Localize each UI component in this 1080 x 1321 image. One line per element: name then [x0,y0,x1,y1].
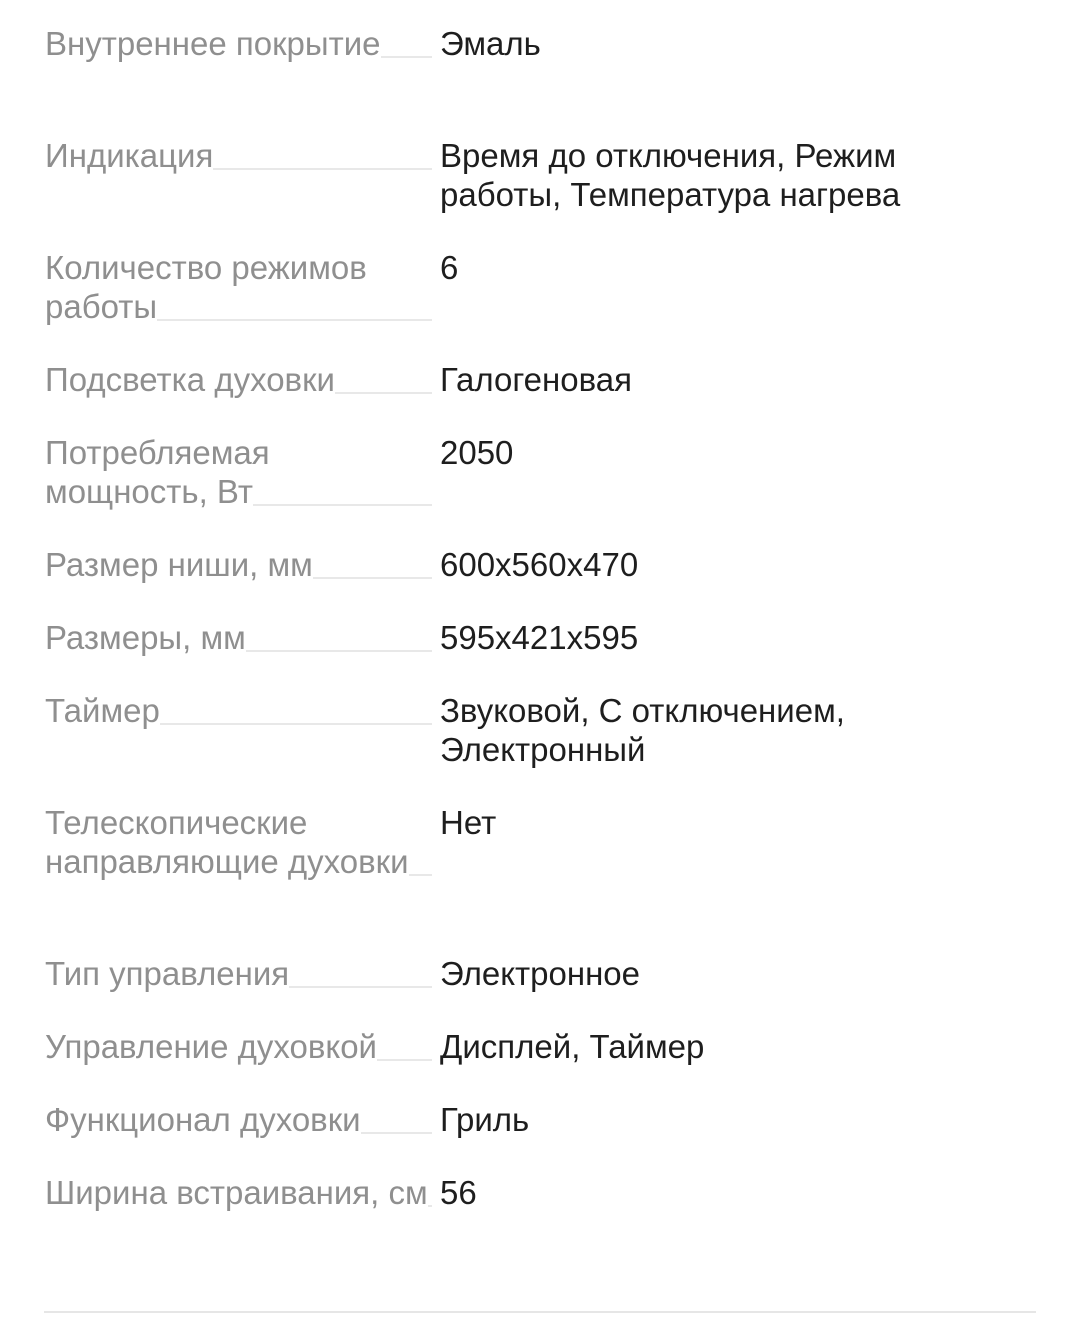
specs-list [45,24,1035,1285]
spec-value: 595x421x595 [440,619,639,656]
spec-row-dimensions [45,618,1035,691]
spec-row-modes-count [45,248,1035,360]
spec-row-oven-control [45,1027,1035,1100]
spec-row-niche-size [45,545,1035,618]
spec-value: 56 [440,1174,477,1211]
spec-label: Размеры, мм [45,619,246,656]
spec-row-built-in-width [45,1173,1035,1285]
spec-label: Функционал духовки [45,1101,361,1138]
spec-row-oven-light [45,360,1035,433]
spec-value: 2050 [440,434,514,471]
spec-row-telescopic-rails [45,803,1035,954]
spec-row-oven-functions [45,1100,1035,1173]
spec-label: Количество режимов работы [45,249,367,325]
spec-row-power [45,433,1035,545]
spec-value: Галогеновая [440,361,632,398]
spec-value: Гриль [440,1101,530,1138]
spec-value: Дисплей, Таймер [440,1028,705,1065]
spec-label: Телескопические направляющие духовки [45,804,409,880]
spec-label: Управление духовкой [45,1028,377,1065]
spec-label: Размер ниши, мм [45,546,313,583]
spec-value: Время до отключения, Режим работы, Температура нагрева [440,137,901,213]
spec-label: Тип управления [45,955,290,992]
spec-value: Эмаль [440,25,541,62]
spec-label: Потребляемая мощность, Вт [45,434,270,510]
spec-label: Индикация [45,137,214,174]
spec-row-timer [45,691,1035,803]
spec-value: Нет [440,804,497,841]
spec-label: Таймер [45,692,160,729]
spec-value: 6 [440,249,459,286]
spec-value: 600x560x470 [440,546,639,583]
spec-label: Внутреннее покрытие [45,25,381,62]
spec-row-control-type [45,954,1035,1027]
spec-value: Звуковой, С отключением, Электронный [440,692,845,768]
spec-row-indication [45,136,1035,248]
spec-label: Ширина встраивания, см [45,1174,428,1211]
bottom-divider [44,1311,1036,1313]
spec-label: Подсветка духовки [45,361,335,398]
spec-row-inner-coating [45,24,1035,136]
spec-value: Электронное [440,955,641,992]
